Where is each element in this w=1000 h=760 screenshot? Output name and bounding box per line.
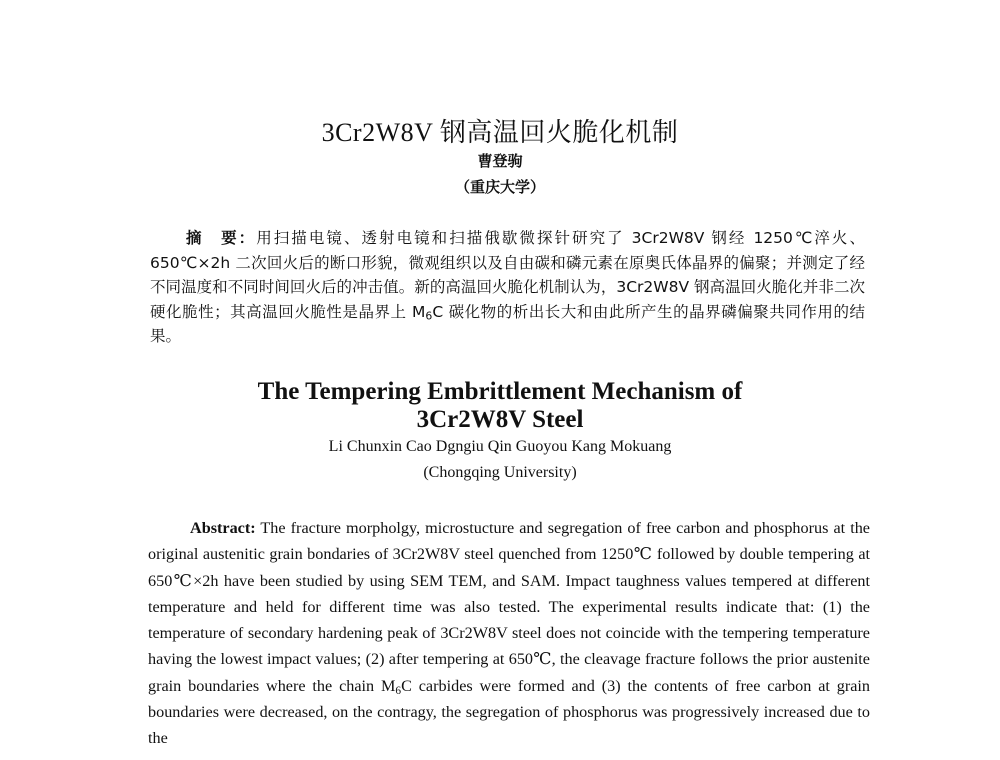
chinese-abstract-text-1: 用扫描电镜、透射电镜和扫描俄歇微探针研究了 3Cr2W8V 钢经 1250℃淬火、650℃×2h 二次回火后的断口形貌，微观组织以及自由碳和磷元素在原奥氏体晶界的偏聚；并测定了经不同温度和不同时间回火后的冲击值。新的高温回火脆化机制认为，3Cr2W8V 钢高温回火脆化并非二次硬化脆性；其高温回火脆性是晶界上 M <box>150 229 865 321</box>
english-title-line-1: The Tempering Embrittlement Mechanism of <box>257 378 743 405</box>
english-abstract-text-2: C carbides were formed and (3) the contents of free carbon at grain boundaries were decreased, on the contragy, the segregation of phosphorus was progressively increased due to the <box>148 676 870 748</box>
english-authors: Li Chunxin Cao Dgngiu Qin Guoyou Kang Mokuang <box>328 438 672 455</box>
chinese-abstract-label: 摘 要： <box>186 229 257 247</box>
chinese-abstract-paragraph <box>150 226 865 349</box>
chinese-abstract-subscript: 6 <box>425 309 433 323</box>
english-abstract <box>148 515 870 752</box>
english-affiliation: (Chongqing University) <box>423 464 577 481</box>
chinese-abstract <box>150 226 865 349</box>
chinese-abstract-text-2: C 碳化物的析出长大和由此所产生的晶界磷偏聚共同作用的结果。 <box>150 302 865 346</box>
english-abstract-paragraph <box>148 515 870 752</box>
english-abstract-label: Abstract: <box>190 519 256 537</box>
english-title <box>0 378 1000 434</box>
english-abstract-subscript: 6 <box>395 684 402 697</box>
chinese-title: 3Cr2W8V 钢高温回火脆化机制 <box>321 118 679 147</box>
chinese-affiliation: （重庆大学） <box>454 180 545 196</box>
english-title-line-2: 3Cr2W8V Steel <box>416 406 584 433</box>
chinese-author: 曹登驹 <box>477 154 523 170</box>
english-abstract-text-1: The fracture morpholgy, microstucture and segregation of free carbon and phosphorus at the original austenitic grain bondaries of 3Cr2W8V steel quenched from 1250℃ followed by double tempering at 650℃×2h have been studied by using SEM TEM, and SAM. Impact taughness values tempered at different temperature and held for different time was also tested. The experimental results indicate that: (1) the temperature of secondary hardening peak of 3Cr2W8V steel does not coincide with the tempering temperature having the lowest impact values; (2) after tempering at 650℃, the cleavage fracture follows the prior austenite grain boundaries where the chain M <box>148 519 870 695</box>
